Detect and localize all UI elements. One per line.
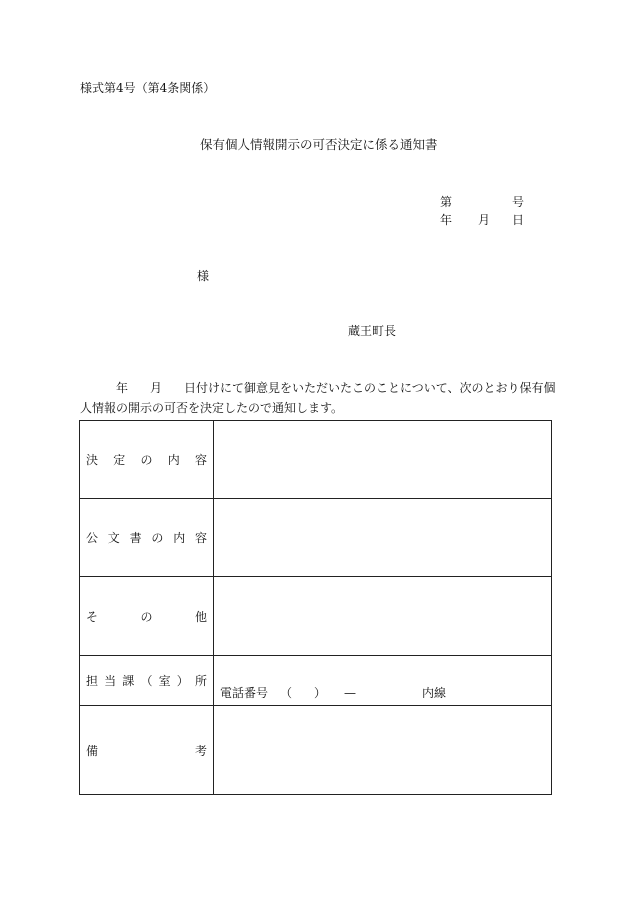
label-char: 室 bbox=[158, 674, 171, 688]
label-char: の bbox=[140, 609, 153, 624]
remarks-field[interactable] bbox=[214, 706, 552, 795]
row-label-remarks bbox=[80, 706, 214, 795]
table-row bbox=[80, 706, 552, 795]
row-label-decision bbox=[80, 421, 214, 499]
table-row bbox=[80, 656, 552, 706]
body-month-label: 月 bbox=[150, 381, 163, 395]
label-chars bbox=[80, 529, 213, 546]
label-char: 他 bbox=[194, 609, 207, 624]
label-char: 考 bbox=[194, 743, 207, 758]
department-field[interactable] bbox=[214, 656, 552, 706]
label-char: 担 bbox=[86, 674, 99, 688]
label-chars bbox=[80, 451, 213, 468]
body-line-1-text: 日付けにて御意見をいただいたこのことについて、次のとおり保有個 bbox=[184, 381, 556, 395]
row-label-other bbox=[80, 577, 214, 656]
phone-label: 電話番号 bbox=[220, 686, 269, 700]
label-char: 課 bbox=[122, 674, 135, 688]
label-char: 文 bbox=[107, 531, 120, 545]
table-row bbox=[80, 577, 552, 656]
label-char: 備 bbox=[86, 743, 99, 758]
date-day-label: 日 bbox=[512, 213, 525, 227]
label-char: 決 bbox=[86, 453, 99, 467]
label-char: 容 bbox=[194, 531, 207, 545]
row-label-department bbox=[80, 656, 214, 706]
label-chars bbox=[80, 672, 213, 689]
phone-extension: 内線 bbox=[422, 686, 447, 700]
body-line-2: 人情報の開示の可否を決定したので通知します。 bbox=[80, 401, 344, 415]
number-prefix: 第 bbox=[440, 195, 453, 209]
label-char: 内 bbox=[173, 531, 186, 545]
table-row bbox=[80, 421, 552, 499]
label-char: （ bbox=[140, 674, 153, 688]
decision-table bbox=[79, 420, 552, 795]
date-month-label: 月 bbox=[478, 213, 491, 227]
decision-content-field[interactable] bbox=[214, 421, 552, 499]
label-char: 当 bbox=[104, 674, 117, 688]
sender-name: 蔵王町長 bbox=[348, 324, 397, 338]
number-suffix: 号 bbox=[512, 195, 525, 209]
label-char: の bbox=[151, 531, 164, 545]
label-char: 所 bbox=[194, 674, 207, 688]
document-content-field[interactable] bbox=[214, 499, 552, 577]
label-char: 書 bbox=[129, 531, 142, 545]
label-char: の bbox=[140, 453, 153, 467]
row-label-document bbox=[80, 499, 214, 577]
label-char: 内 bbox=[167, 453, 180, 467]
body-year-label: 年 bbox=[116, 381, 129, 395]
document-title: 保有個人情報開示の可否決定に係る通知書 bbox=[200, 137, 438, 152]
phone-line bbox=[214, 660, 551, 701]
phone-dash: — bbox=[344, 686, 357, 700]
label-chars bbox=[80, 742, 213, 759]
form-label: 様式第4号（第4条関係） bbox=[80, 81, 216, 95]
phone-open-paren: （ bbox=[280, 686, 293, 700]
body-line-1 bbox=[80, 378, 558, 398]
other-field[interactable] bbox=[214, 577, 552, 656]
label-char: 定 bbox=[113, 453, 126, 467]
recipient-honorific: 様 bbox=[197, 269, 210, 283]
document-number-date-block bbox=[440, 196, 530, 230]
body-paragraph bbox=[80, 378, 558, 418]
table-row bbox=[80, 499, 552, 577]
phone-close-paren: ） bbox=[314, 686, 327, 700]
label-char: 公 bbox=[86, 531, 99, 545]
label-char: 容 bbox=[194, 453, 207, 467]
date-year-label: 年 bbox=[440, 213, 453, 227]
label-char: そ bbox=[86, 609, 99, 624]
label-char: ） bbox=[176, 674, 189, 688]
label-chars bbox=[80, 608, 213, 625]
